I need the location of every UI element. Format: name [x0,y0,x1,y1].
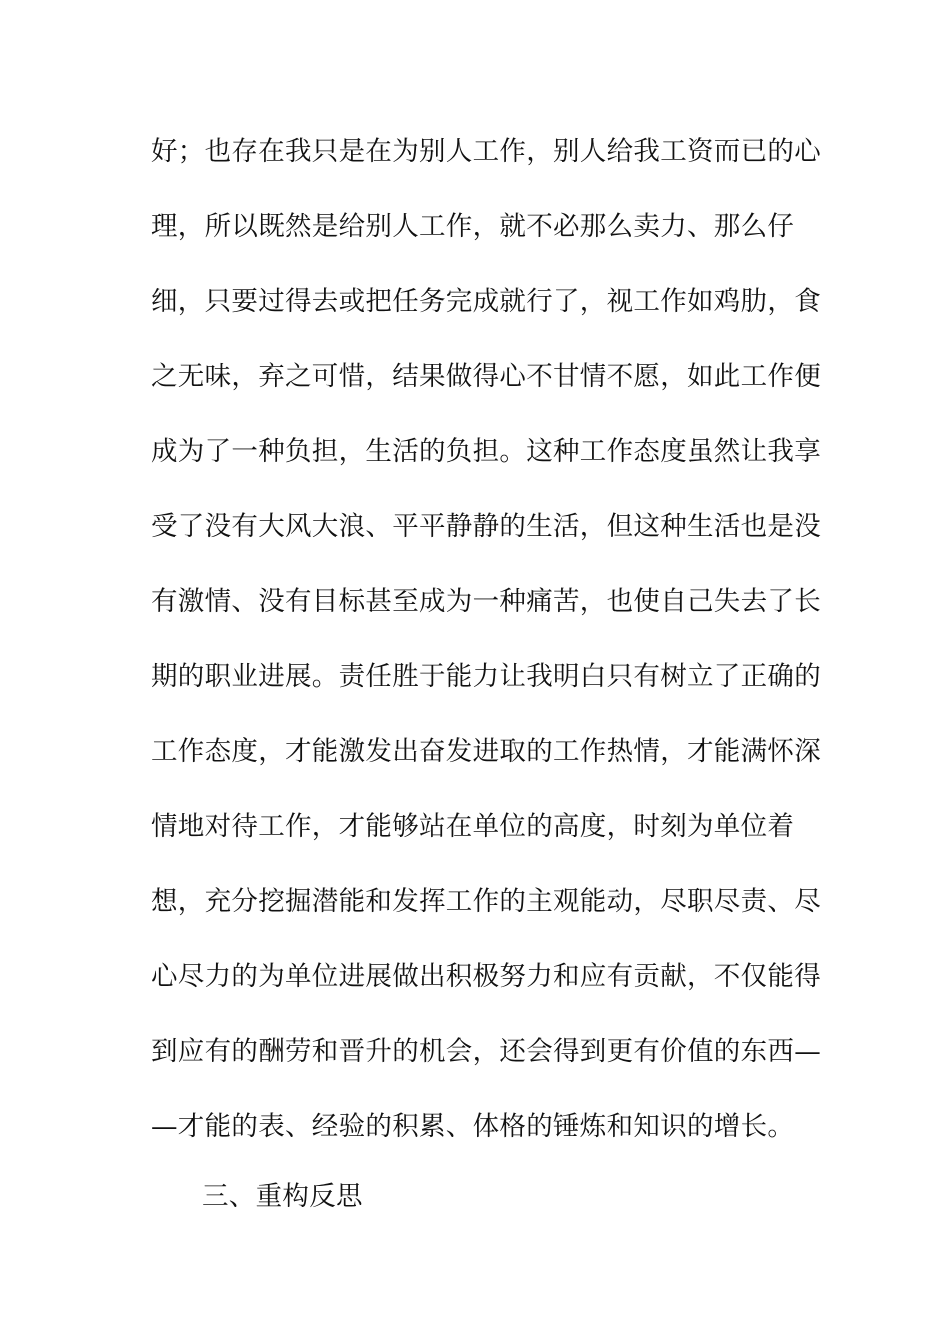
paragraph-line: —才能的表、经验的积累、体格的锤炼和知识的增长。 [151,1111,795,1142]
paragraph-line: 工作态度，才能激发出奋发进取的工作热情，才能满怀深 [151,736,821,767]
paragraph-line: 期的职业进展。责任胜于能力让我明白只有树立了正确的 [151,661,821,692]
paragraph-line: 之无味，弃之可惜，结果做得心不甘情不愿，如此工作便 [151,361,821,392]
paragraph-line: 细，只要过得去或把任务完成就行了，视工作如鸡肋，食 [151,286,821,317]
paragraph-line: 受了没有大风大浪、平平静静的生活，但这种生活也是没 [151,511,821,542]
paragraph-line: 好；也存在我只是在为别人工作，别人给我工资而已的心 [151,136,821,167]
paragraph-line: 心尽力的为单位进展做出积极努力和应有贡献，不仅能得 [151,961,821,992]
paragraph-line: 想，充分挖掘潜能和发挥工作的主观能动，尽职尽责、尽 [151,886,821,917]
paragraph-line: 情地对待工作，才能够站在单位的高度，时刻为单位着 [151,811,795,842]
paragraph-line: 到应有的酬劳和晋升的机会，还会得到更有价值的东西— [151,1036,821,1067]
paragraph-line: 成为了一种负担，生活的负担。这种工作态度虽然让我享 [151,436,821,467]
section-heading: 三、重构反思 [202,1181,363,1212]
paragraph-line: 有激情、没有目标甚至成为一种痛苦，也使自己失去了长 [151,586,821,617]
paragraph-line: 理，所以既然是给别人工作，就不必那么卖力、那么仔 [151,211,795,242]
body-paragraph [151,127,821,1177]
